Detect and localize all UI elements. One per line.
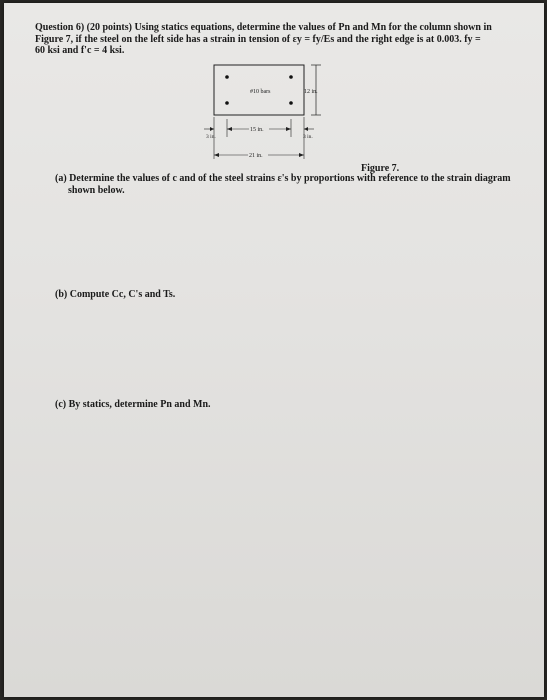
column-section-figure — [194, 61, 344, 166]
part-b: (b) Compute Cc, C's and Ts. — [55, 289, 176, 300]
part-a-line-2: shown below. — [68, 184, 125, 196]
paper-sheet — [4, 3, 544, 697]
rebar-top-right — [289, 75, 293, 79]
question-text — [35, 22, 515, 57]
width-label: 21 in. — [249, 153, 263, 159]
rebar-bottom-right — [289, 101, 293, 105]
figure-caption: Figure 7. — [361, 163, 400, 174]
right-cover-label: 3 in. — [303, 134, 313, 140]
height-label: 12 in. — [304, 89, 318, 95]
question-line-1: Question 6) (20 points) Using statics equations, determine the values of Pn and Mn for the column shown in — [35, 22, 492, 33]
part-a-line-1: (a) Determine the values of c and of the steel strains ε's by proportions with reference to the strain diagram — [55, 173, 511, 184]
question-line-2: Figure 7, if the steel on the left side has a strain in tension of εy = fy/Es and the right edge is at 0.003. fy = — [35, 33, 481, 45]
part-a — [55, 173, 515, 196]
left-cover-label: 3 in. — [206, 134, 216, 140]
rebar-bottom-left — [225, 101, 229, 105]
rebar-top-left — [225, 75, 229, 79]
bars-label: #10 bars — [250, 89, 271, 95]
part-c: (c) By statics, determine Pn and Mn. — [55, 399, 211, 410]
question-line-3: 60 ksi and f'c = 4 ksi. — [35, 45, 125, 56]
spacing-label: 15 in. — [250, 127, 264, 133]
